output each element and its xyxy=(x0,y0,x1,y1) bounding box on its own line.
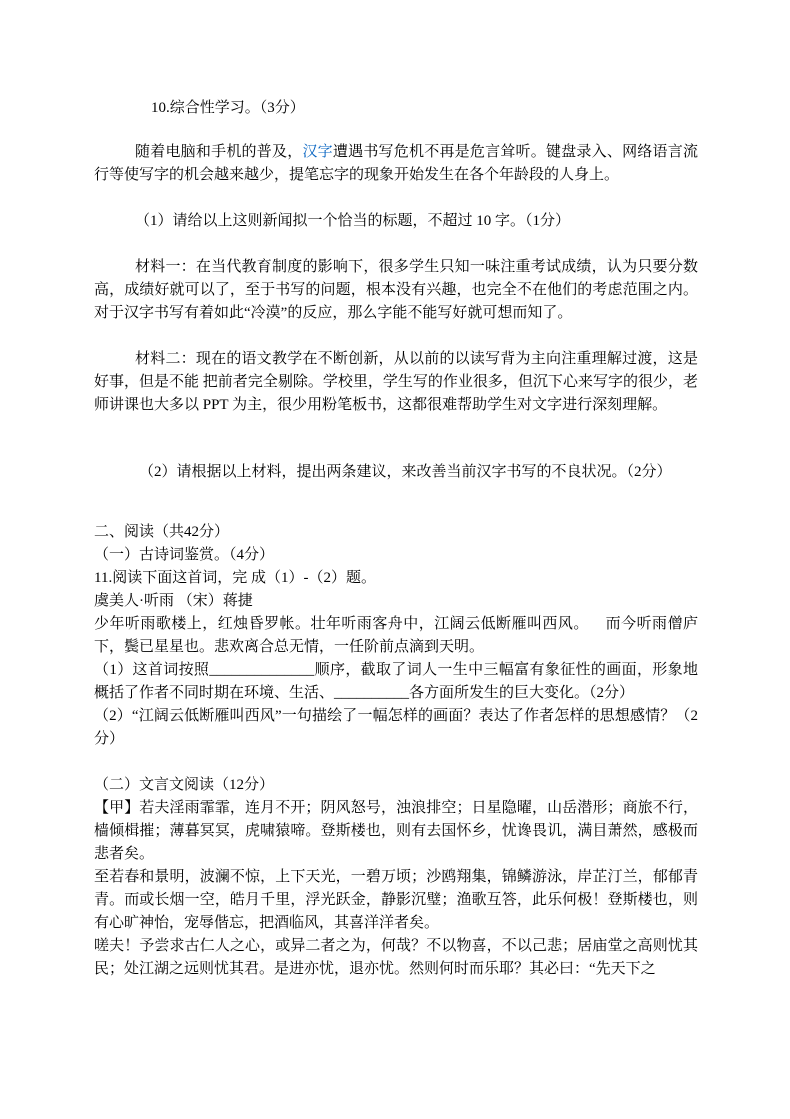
text-run: 随着电脑和手机的普及， xyxy=(135,144,303,160)
classical-passage-2 xyxy=(94,866,698,935)
q11-sub2 xyxy=(94,705,698,751)
text-run: （2）“江阔云低断雁叫西风”一句描绘了一幅怎样的画面？表达了作者怎样的思想感情？（2分） xyxy=(94,708,698,747)
q10-sub2 xyxy=(94,461,698,484)
section-2-1-heading xyxy=(94,544,698,567)
material-1 xyxy=(94,256,698,325)
q10-heading xyxy=(94,97,698,120)
text-run: （1）这首词按照______________顺序，截取了词人一生中三幅富有象征性的画面，形象地概括了作者不同时期在环境、生活、__________各方面所发生的巨大变化。（2分） xyxy=(94,662,698,701)
material-2 xyxy=(94,348,698,417)
q11-sub1 xyxy=(94,659,698,705)
document-body xyxy=(94,97,698,981)
text-run: 10.综合性学习。（3分） xyxy=(151,100,305,116)
section-2-2-heading xyxy=(94,774,698,797)
q11-stem xyxy=(94,567,698,590)
text-run: 遭遇书写危机不再是危言耸听。键盘录入、网络语言流行等使写字的机会越来越少，提笔忘字的现象开始发生在各个年龄段的人身上。 xyxy=(94,144,698,183)
classical-passage-1 xyxy=(94,797,698,866)
q10-sub1 xyxy=(94,210,698,233)
text-run: 虞美人·听雨 （宋）蒋捷 xyxy=(94,593,253,609)
text-run: （一）古诗词鉴赏。（4分） xyxy=(94,547,275,563)
text-run: 至若春和景明，波澜不惊，上下天光，一碧万顷；沙鸥翔集，锦鳞游泳，岸芷汀兰，郁郁青青。而或长烟一空，皓月千里，浮光跃金，静影沉璧；渔歌互答，此乐何极！登斯楼也，则有心旷神怡，宠辱偕忘，把酒临风，其喜洋洋者矣。 xyxy=(94,869,698,931)
text-run: 材料一：在当代教育制度的影响下，很多学生只知一味注重考试成绩，认为只要分数高，成绩好就可以了，至于书写的问题，根本没有兴趣，也完全不在他们的考虑范围之内。对于汉字书写有着如此“冷漠”的反应，那么字能不能写好就可想而知了。 xyxy=(94,259,698,321)
text-run: 二、阅读（共42分） xyxy=(94,524,230,540)
classical-passage-3 xyxy=(94,935,698,981)
text-run: 材料二：现在的语文教学在不断创新，从以前的以读写背为主向注重理解过渡，这是好事，但是不能 把前者完全剔除。学校里，学生写的作业很多，但沉下心来写字的很少，老师讲课也大多以 PPT 为主，很少用粉笔板书，这都很难帮助学生对文字进行深刻理解。 xyxy=(94,351,698,413)
poem-title xyxy=(94,590,698,613)
poem-text xyxy=(94,613,698,659)
text-run: 【甲】若夫淫雨霏霏，连月不开；阴风怒号，浊浪排空；日星隐曜，山岳潜形；商旅不行，樯倾楫摧；薄暮冥冥，虎啸猿啼。登斯楼也，则有去国怀乡，忧谗畏讥，满目萧然，感极而悲者矣。 xyxy=(94,800,698,862)
text-run: （二）文言文阅读（12分） xyxy=(94,777,275,793)
hanzi-link[interactable]: 汉字 xyxy=(302,144,333,160)
q10-intro xyxy=(94,141,698,187)
text-run: 嗟夫！予尝求古仁人之心，或异二者之为，何哉？不以物喜，不以己悲；居庙堂之高则忧其民；处江湖之远则忧其君。是进亦忧，退亦忧。然则何时而乐耶？其必曰：“先天下之 xyxy=(94,938,698,977)
section-2-heading xyxy=(94,521,698,544)
text-run: 少年听雨歌楼上，红烛昏罗帐。壮年听雨客舟中，江阔云低断雁叫西风。 而今听雨僧庐下，鬓已星星也。悲欢离合总无情，一任阶前点滴到天明。 xyxy=(94,616,698,655)
text-run: （1）请给以上这则新闻拟一个恰当的标题，不超过 10 字。（1分） xyxy=(135,213,571,229)
text-run: 11.阅读下面这首词，完 成（1）-（2）题。 xyxy=(94,570,376,586)
text-run: （2）请根据以上材料，提出两条建议，来改善当前汉字书写的不良状况。（2分） xyxy=(139,464,672,480)
